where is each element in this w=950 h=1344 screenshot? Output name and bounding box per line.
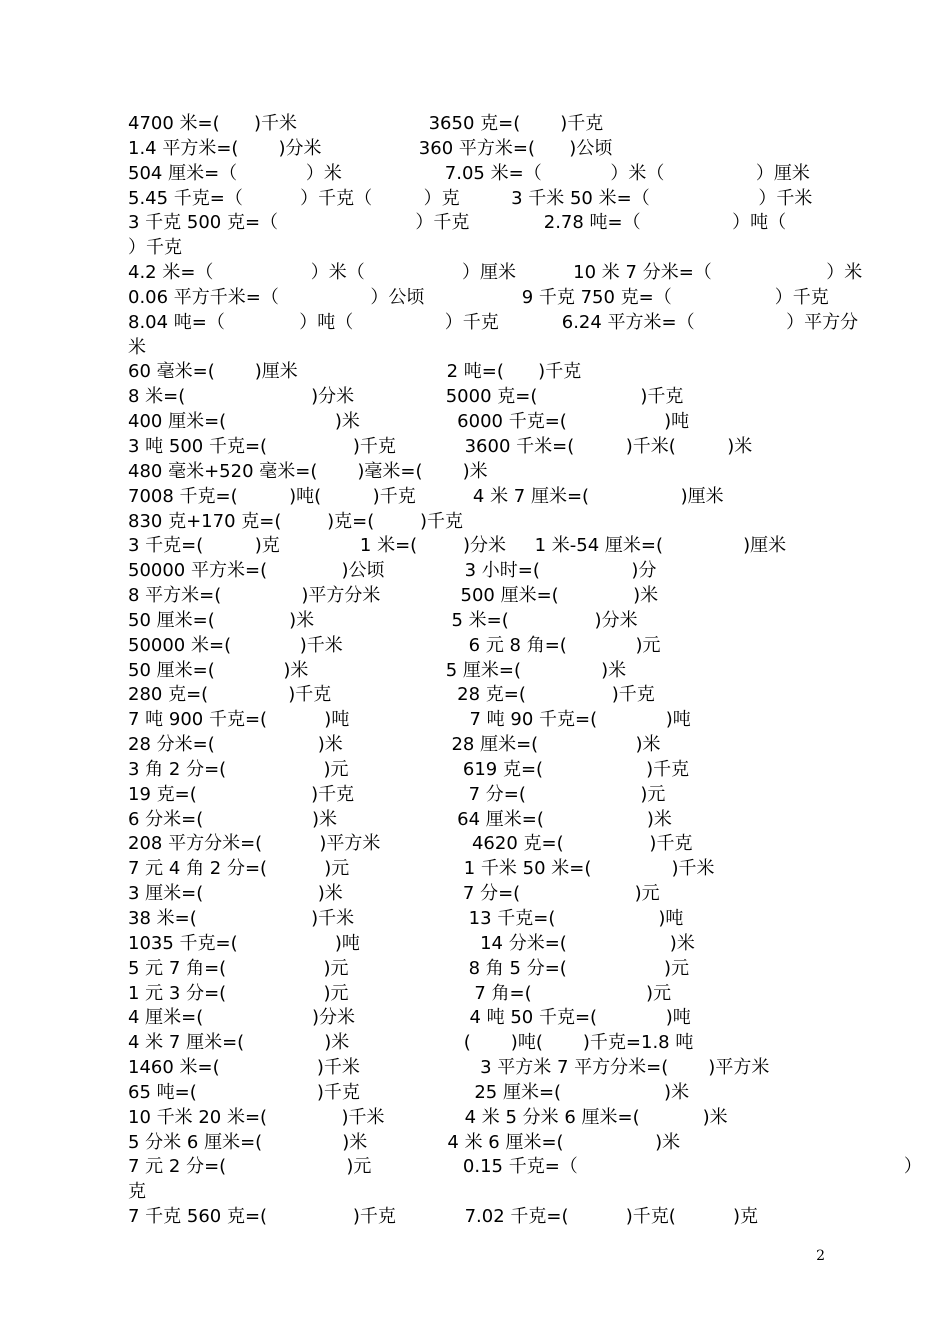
exercise-line: 60 毫米=( )厘米 2 吨=( )千克 <box>128 361 582 383</box>
exercise-line: 1.4 平方米=( )分米 360 平方米=( )公顷 <box>128 137 613 159</box>
exercise-line: 830 克+170 克=( )克=( )千克 <box>128 510 464 532</box>
exercise-line: 3 厘米=( )米 7 分=( )元 <box>128 883 660 905</box>
exercise-line: 65 吨=( )千克 25 厘米=( )米 <box>128 1081 690 1103</box>
exercise-line: 480 毫米+520 毫米=( )毫米=( )米 <box>128 460 488 482</box>
exercise-line: 3 角 2 分=( )元 619 克=( )千克 <box>128 758 690 780</box>
exercise-list <box>128 112 922 1230</box>
exercise-line: ）千克 <box>128 237 182 259</box>
exercise-line: 7 吨 900 千克=( )吨 7 吨 90 千克=( )吨 <box>128 709 691 731</box>
exercise-line: 4 米 7 厘米=( )米 ( )吨( )千克=1.8 吨 <box>128 1032 694 1054</box>
exercise-line: 50000 米=( )千米 6 元 8 角=( )元 <box>128 634 661 656</box>
exercise-line: 7 千克 560 克=( )千克 7.02 千克=( )千克( )克 <box>128 1206 758 1228</box>
exercise-line: 3 千克=( )克 1 米=( )分米 1 米-54 厘米=( )厘米 <box>128 535 787 557</box>
exercise-line: 208 平方分米=( )平方米 4620 克=( )千克 <box>128 833 693 855</box>
exercise-line: 28 分米=( )米 28 厘米=( )米 <box>128 734 661 756</box>
exercise-line: 克 <box>128 1181 146 1203</box>
exercise-line: 0.06 平方千米=（ ）公顷 9 千克 750 克=（ ）千克 <box>128 286 829 308</box>
page-number: 2 <box>816 1248 825 1264</box>
exercise-line: 8 平方米=( )平方分米 500 厘米=( )米 <box>128 585 659 607</box>
exercise-line: 50 厘米=( )米 5 米=( )分米 <box>128 609 638 631</box>
exercise-line: 8.04 吨=（ ）吨（ ）千克 6.24 平方米=（ ）平方分 <box>128 311 859 333</box>
exercise-line: 50 厘米=( )米 5 厘米=( )米 <box>128 659 627 681</box>
exercise-line: 7 元 4 角 2 分=( )元 1 千米 50 米=( )千米 <box>128 858 715 880</box>
exercise-line: 8 米=( )分米 5000 克=( )千克 <box>128 386 684 408</box>
exercise-line: 米 <box>128 336 146 358</box>
exercise-line: 5 分米 6 厘米=( )米 4 米 6 厘米=( )米 <box>128 1131 681 1153</box>
exercise-line: 1460 米=( )千米 3 平方米 7 平方分米=( )平方米 <box>128 1057 770 1079</box>
exercise-line: 50000 平方米=( )公顷 3 小时=( )分 <box>128 560 657 582</box>
exercise-line: 280 克=( )千克 28 克=( )千克 <box>128 684 655 706</box>
exercise-line: 3 吨 500 千克=( )千克 3600 千米=( )千米( )米 <box>128 435 753 457</box>
exercise-line: 7 元 2 分=( )元 0.15 千克=（ ） <box>128 1156 922 1178</box>
exercise-line: 4.2 米=（ ）米（ ）厘米 10 米 7 分米=（ ）米 <box>128 262 863 284</box>
exercise-line: 3 千克 500 克=（ ）千克 2.78 吨=（ ）吨（ <box>128 212 787 234</box>
exercise-line: 1035 千克=( )吨 14 分米=( )米 <box>128 932 695 954</box>
exercise-line: 504 厘米=（ ）米 7.05 米=（ ）米（ ）厘米 <box>128 162 810 184</box>
exercise-line: 400 厘米=( )米 6000 千克=( )吨 <box>128 411 690 433</box>
exercise-line: 7008 千克=( )吨( )千克 4 米 7 厘米=( )厘米 <box>128 485 724 507</box>
exercise-line: 4 厘米=( )分米 4 吨 50 千克=( )吨 <box>128 1007 691 1029</box>
exercise-line: 1 元 3 分=( )元 7 角=( )元 <box>128 982 672 1004</box>
exercise-line: 38 米=( )千米 13 千克=( )吨 <box>128 908 684 929</box>
exercise-line: 5 元 7 角=( )元 8 角 5 分=( )元 <box>128 957 690 979</box>
exercise-line: 4700 米=( )千米 3650 克=( )千克 <box>128 113 604 134</box>
exercise-line: 19 克=( )千克 7 分=( )元 <box>128 783 666 805</box>
exercise-line: 5.45 千克=（ ）千克（ ）克 3 千米 50 米=（ ）千米 <box>128 187 813 209</box>
exercise-line: 10 千米 20 米=( )千米 4 米 5 分米 6 厘米=( )米 <box>128 1106 728 1128</box>
exercise-line: 6 分米=( )米 64 厘米=( )米 <box>128 808 672 830</box>
